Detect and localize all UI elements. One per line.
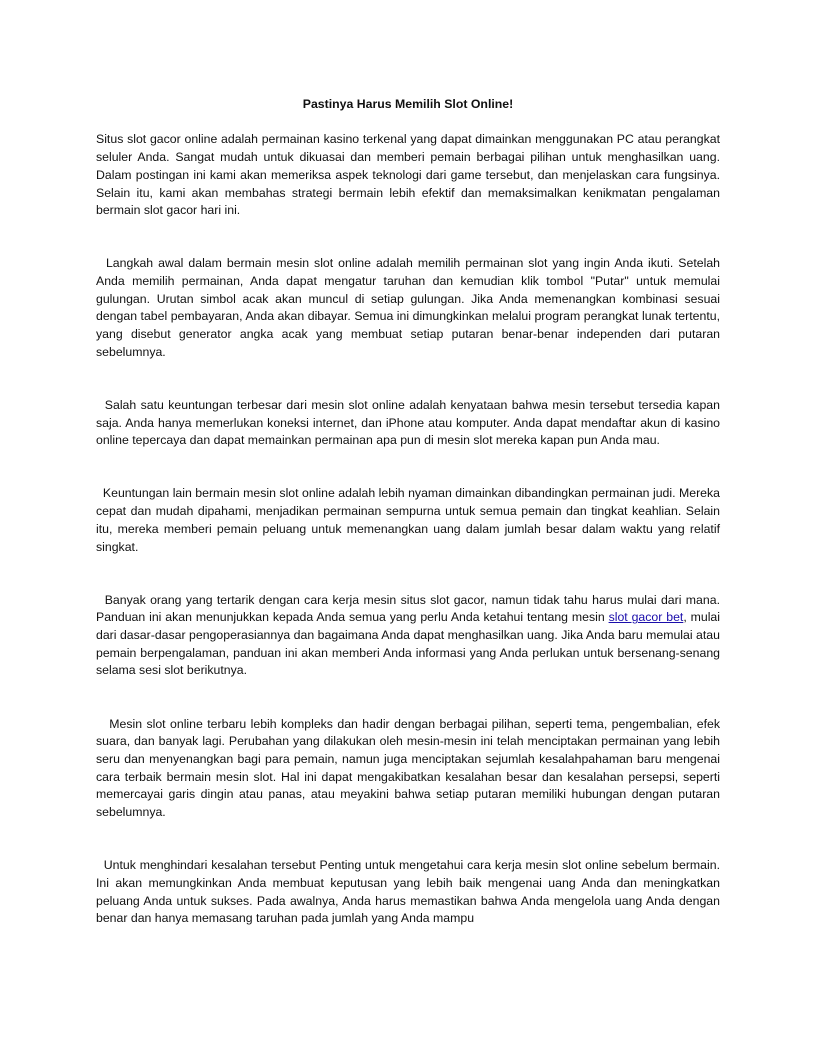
paragraph-spacer — [96, 362, 720, 397]
paragraph-spacer — [96, 556, 720, 591]
paragraph-4: Keuntungan lain bermain mesin slot online adalah lebih nyaman dimainkan dibandingkan permainan judi. Mereka cepat dan mudah dipahami, menjadikan permainan sempurna untuk semua pemain dan tingkat keahlian. Selain itu, mereka memberi pemain peluang untuk memenangkan uang dalam jumlah besar dalam waktu yang relatif singkat. — [96, 486, 724, 554]
paragraph-5 — [96, 592, 724, 681]
paragraph-3: Salah satu keuntungan terbesar dari mesin slot online adalah kenyataan bahwa mesin tersebut tersedia kapan saja. Anda hanya memerlukan koneksi internet, dan iPhone atau komputer. Anda dapat mendaftar akun di kasino online tepercaya dan dapat memainkan permainan apa pun di mesin slot mereka kapan pun Anda mau. — [96, 397, 724, 448]
paragraph-spacer — [96, 220, 720, 255]
document-title: Pastinya Harus Memilih Slot Online! — [302, 97, 514, 111]
paragraph-5-text-end: , mulai dari dasar-dasar pengoperasiannya dan bagaimana Anda dapat menghasilkan uang. Jika Anda baru memulai atau pemain berpengalaman, panduan ini akan memberi Anda informasi yang Anda perlukan untuk bersenang-senang selama sesi slot berikutnya. — [96, 610, 724, 678]
paragraph-spacer — [96, 450, 720, 485]
paragraph-spacer — [96, 822, 720, 857]
slot-gacor-bet-link[interactable]: slot gacor bet — [608, 610, 684, 625]
document-page — [96, 88, 724, 928]
paragraph-7: Untuk menghindari kesalahan tersebut Penting untuk mengetahui cara kerja mesin slot online sebelum bermain. Ini akan memungkinkan Anda membuat keputusan yang lebih baik mengenai uang Anda dan meningkatkan peluang Anda untuk sukses. Pada awalnya, Anda harus memastikan bahwa Anda mengelola uang Anda dengan benar dan hanya memasang taruhan pada jumlah yang Anda mampu — [96, 858, 724, 926]
paragraph-spacer — [96, 680, 720, 715]
paragraph-6: Mesin slot online terbaru lebih kompleks dan hadir dengan berbagai pilihan, seperti tema, pengembalian, efek suara, dan banyak lagi. Perubahan yang dilakukan oleh mesin-mesin ini telah menciptakan permainan yang lebih seru dan menyenangkan bagi para pemain, namun juga menciptakan sejumlah kesalahpahaman baru mengenai cara terbaik bermain mesin slot. Hal ini dapat mengakibatkan kesalahan besar dan kesalahan persepsi, seperti memercayai garis dingin atau panas, atau meyakini bahwa setiap putaran memiliki hubungan dengan putaran sebelumnya. — [96, 716, 724, 820]
paragraph-1: Situs slot gacor online adalah permainan kasino terkenal yang dapat dimainkan menggunakan PC atau perangkat seluler Anda. Sangat mudah untuk dikuasai dan memberi pemain berbagai pilihan untuk menghasilkan uang. Dalam postingan ini kami akan memeriksa aspek teknologi dari game tersebut, dan menjelaskan cara fungsinya. Selain itu, kami akan membahas strategi bermain lebih efektif dan memaksimalkan kenikmatan pengalaman bermain slot gacor hari ini. — [96, 132, 724, 218]
paragraph-5-text-start: Banyak orang yang tertarik dengan cara kerja mesin situs slot gacor, namun tidak tahu harus mulai dari mana. Panduan ini akan menunjukkan kepada Anda semua yang perlu Anda ketahui tentang mesin — [96, 592, 724, 625]
paragraph-2: Langkah awal dalam bermain mesin slot online adalah memilih permainan slot yang ingin Anda ikuti. Setelah Anda memilih permainan, Anda dapat mengatur taruhan dan kemudian klik tombol "Putar" untuk memulai gulungan. Urutan simbol acak akan muncul di setiap gulungan. Jika Anda memenangkan kombinasi sesuai dengan tabel pembayaran, Anda akan dibayar. Semua ini dimungkinkan melalui program perangkat lunak tertentu, yang disebut generator angka acak yang membuat setiap putaran benar-benar independen dari putaran sebelumnya. — [96, 256, 724, 359]
